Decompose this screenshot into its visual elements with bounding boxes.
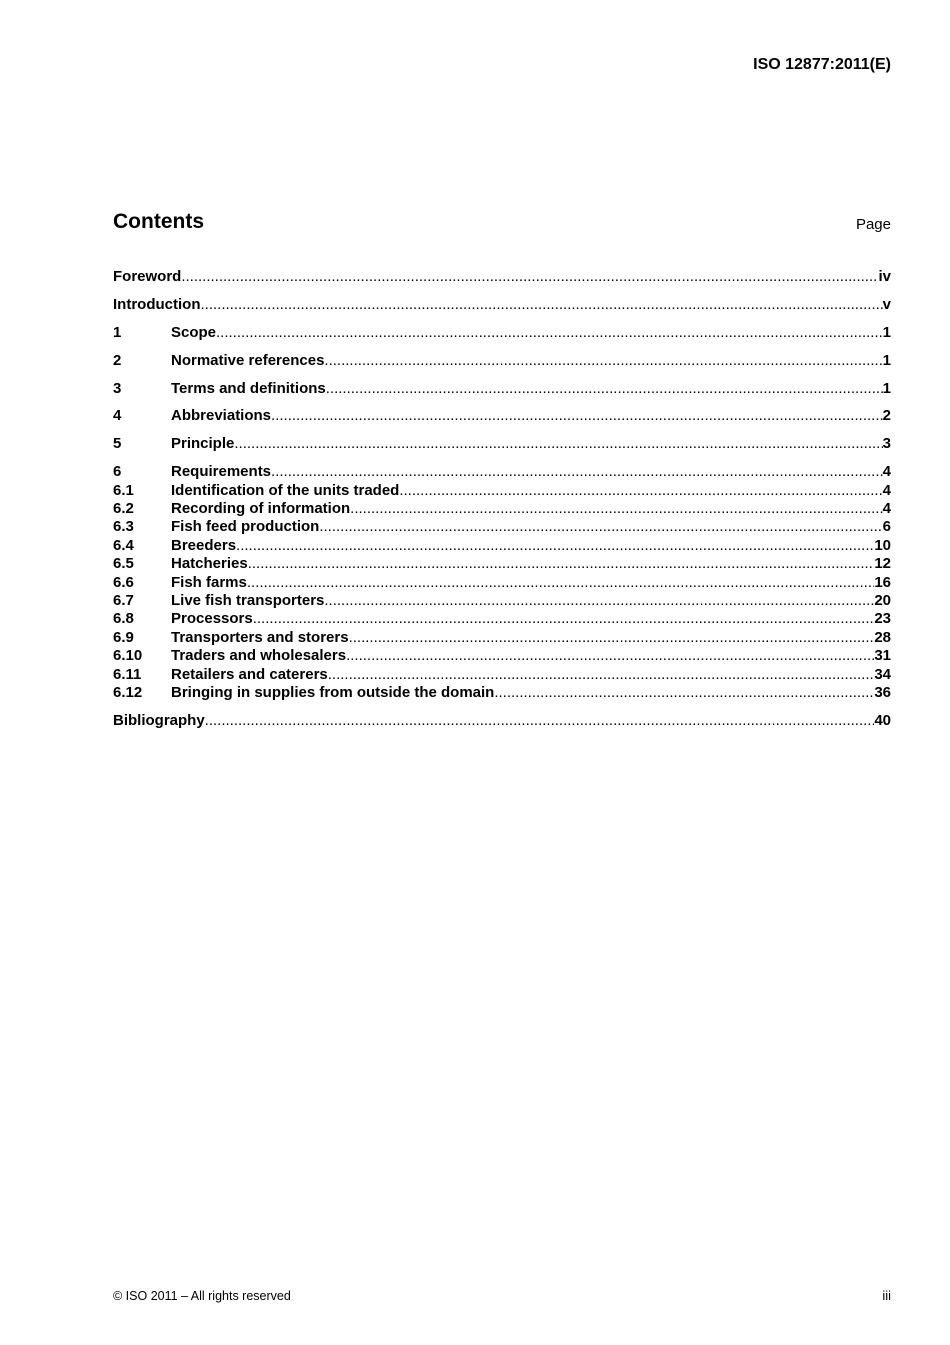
dot-leader: [247, 574, 874, 592]
toc-entry-number: 6.8: [113, 610, 134, 628]
toc-entry-page: 1: [882, 379, 891, 397]
toc-entry-page: 1: [882, 351, 891, 369]
toc-entry[interactable]: [113, 380, 891, 398]
toc-entry-title: Introduction: [113, 295, 201, 313]
toc-entry-title: Processors: [171, 610, 253, 628]
document-id: ISO 12877:2011(E): [753, 56, 891, 73]
toc-entry-title: Bringing in supplies from outside the domain: [171, 683, 495, 701]
toc-entry-page: 34: [874, 665, 891, 683]
toc-entry-title: Retailers and caterers: [171, 665, 328, 683]
toc-entry[interactable]: [113, 537, 891, 555]
toc-entry[interactable]: [113, 482, 891, 500]
toc-entry-title: Traders and wholesalers: [171, 647, 347, 665]
toc-entry-page: v: [882, 295, 891, 313]
toc-entry-page: 1: [882, 323, 891, 341]
toc-entry[interactable]: [113, 647, 891, 665]
toc-entry[interactable]: [113, 463, 891, 481]
toc-entry-page: 28: [874, 628, 891, 646]
toc-entry-title: Foreword: [113, 268, 182, 285]
dot-leader: [205, 712, 875, 730]
toc-entry-page: iv: [878, 268, 891, 285]
toc-entry[interactable]: [113, 684, 891, 702]
toc-entry[interactable]: [113, 268, 891, 286]
toc-entry-title: Fish farms: [171, 573, 247, 591]
toc-entry[interactable]: [113, 592, 891, 610]
page-column-label: Page: [855, 216, 891, 233]
toc-entry-page: 23: [874, 610, 891, 628]
copyright-notice: © ISO 2011 – All rights reserved: [113, 1289, 291, 1303]
dot-leader: [324, 352, 882, 370]
toc-entry-number: 5: [113, 435, 122, 453]
dot-leader: [248, 555, 875, 573]
toc-entry-number: 6.7: [113, 591, 134, 609]
toc-entry-number: 6.1: [113, 481, 134, 499]
toc-entry-title: Identification of the units traded: [171, 481, 400, 499]
toc-entry[interactable]: [113, 435, 891, 453]
toc-entry-page: 16: [874, 573, 891, 591]
toc-entry-title: Hatcheries: [171, 555, 248, 573]
dot-leader: [350, 500, 882, 518]
toc-entry-page: 10: [874, 536, 891, 554]
toc-entry-title: Scope: [171, 323, 217, 341]
contents-heading: Contents: [113, 210, 204, 233]
dot-leader: [324, 592, 874, 610]
table-of-contents: [113, 268, 891, 730]
toc-entry-title: Terms and definitions: [171, 379, 326, 397]
toc-entry[interactable]: [113, 610, 891, 628]
toc-entry[interactable]: [113, 666, 891, 684]
toc-entry-title: Recording of information: [171, 500, 351, 518]
toc-entry-title: Transporters and storers: [171, 628, 349, 646]
toc-entry-number: 6.10: [113, 647, 143, 665]
dot-leader: [271, 407, 883, 425]
dot-leader: [326, 380, 883, 398]
toc-entry-page: 36: [874, 683, 891, 701]
toc-entry-page: 12: [874, 555, 891, 573]
toc-entry-title: Fish feed production: [171, 518, 320, 536]
toc-entry-page: 4: [882, 463, 891, 481]
toc-entry-number: 6.6: [113, 573, 134, 591]
toc-entry-number: 6.3: [113, 518, 134, 536]
toc-entry-number: 4: [113, 407, 122, 425]
dot-leader: [271, 463, 883, 481]
toc-entry-page: 4: [882, 481, 891, 499]
toc-entry[interactable]: [113, 407, 891, 425]
toc-entry-number: 2: [113, 351, 122, 369]
toc-entry[interactable]: [113, 555, 891, 573]
toc-entry[interactable]: [113, 518, 891, 536]
dot-leader: [181, 268, 878, 286]
toc-entry-number: 6.9: [113, 628, 134, 646]
toc-entry-title: Abbreviations: [171, 407, 272, 425]
dot-leader: [234, 435, 882, 453]
toc-entry-title: Breeders: [171, 536, 237, 554]
toc-entry-number: 6: [113, 463, 122, 481]
toc-entry-number: 6.5: [113, 555, 134, 573]
toc-entry-title: Principle: [171, 435, 235, 453]
toc-entry-page: 2: [882, 407, 891, 425]
toc-entry-page: 40: [874, 711, 891, 729]
page-number: iii: [882, 1288, 891, 1303]
toc-entry-page: 20: [874, 591, 891, 609]
toc-entry-page: 31: [874, 647, 891, 665]
toc-entry-number: 6.4: [113, 536, 134, 554]
dot-leader: [253, 610, 875, 628]
toc-entry-page: 4: [882, 500, 891, 518]
toc-entry[interactable]: [113, 324, 891, 342]
toc-entry-number: 6.11: [113, 665, 142, 683]
toc-entry-title: Normative references: [171, 351, 325, 369]
toc-entry-title: Bibliography: [113, 711, 205, 729]
toc-entry-number: 3: [113, 379, 122, 397]
dot-leader: [346, 647, 874, 665]
toc-entry[interactable]: [113, 574, 891, 592]
toc-entry-title: Requirements: [171, 463, 272, 481]
toc-entry[interactable]: [113, 500, 891, 518]
toc-entry-page: 3: [882, 435, 891, 453]
toc-entry-number: 1: [113, 323, 122, 341]
dot-leader: [494, 684, 874, 702]
toc-entry[interactable]: [113, 296, 891, 314]
toc-entry-page: 6: [882, 518, 891, 536]
dot-leader: [236, 537, 874, 555]
dot-leader: [349, 629, 875, 647]
toc-entry[interactable]: [113, 629, 891, 647]
dot-leader: [200, 296, 882, 314]
dot-leader: [216, 324, 883, 342]
toc-entry-number: 6.2: [113, 500, 134, 518]
dot-leader: [399, 482, 882, 500]
toc-entry[interactable]: [113, 352, 891, 370]
toc-entry[interactable]: [113, 712, 891, 730]
toc-entry-number: 6.12: [113, 683, 143, 701]
toc-entry-title: Live fish transporters: [171, 591, 325, 609]
dot-leader: [328, 666, 875, 684]
dot-leader: [319, 518, 882, 536]
